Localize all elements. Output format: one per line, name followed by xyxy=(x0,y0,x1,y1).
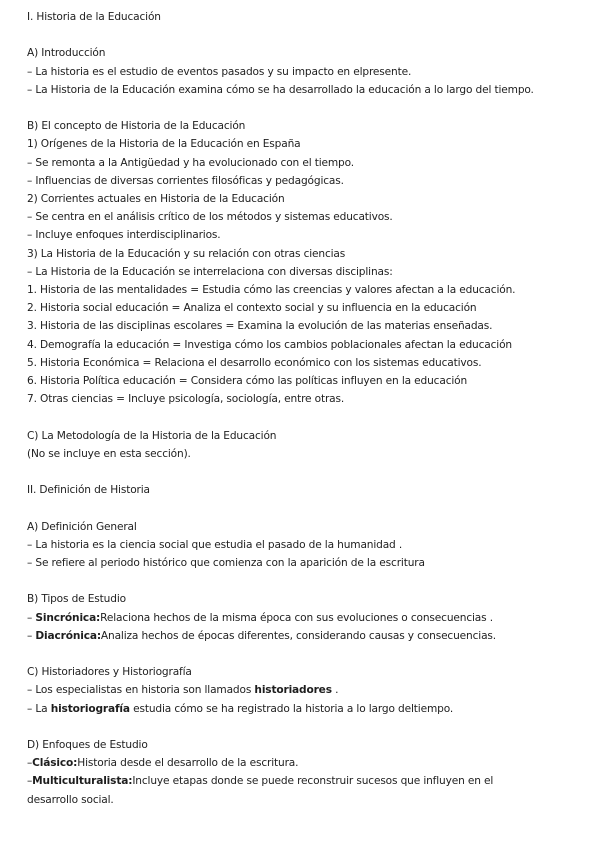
concept-line: 5. Historia Económica = Relaciona el desarrollo económico con los sistemas educativos. xyxy=(27,356,482,369)
historians-term: historiadores xyxy=(254,684,332,697)
concept-line: 4. Demografía la educación = Investiga cómo los cambios poblacionales afectan la educación xyxy=(27,338,512,351)
synchronic-line xyxy=(27,609,580,627)
bullet-dash: – xyxy=(27,757,33,770)
concept-heading: B) El concepto de Historia de la Educación xyxy=(27,120,246,133)
methodology-heading: C) La Metodología de la Historia de la Educación xyxy=(27,429,277,442)
approaches-heading: D) Enfoques de Estudio xyxy=(27,739,148,751)
historians-line-1 xyxy=(27,681,580,699)
historiography-term: historiografía xyxy=(50,702,130,715)
historians-l1-pre: – Los especialistas en historia son llamados xyxy=(27,684,255,697)
intro-heading: A) Introducción xyxy=(27,47,106,60)
intro-line-1: – La historia es el estudio de eventos pasados y su impacto en elpresente. xyxy=(27,65,412,78)
concept-line: 1) Orígenes de la Historia de la Educación en España xyxy=(27,138,301,151)
types-heading: B) Tipos de Estudio xyxy=(27,593,126,606)
synchronic-term: Sincrónica: xyxy=(35,611,101,624)
multicultural-line xyxy=(27,772,507,808)
historians-heading: C) Historiadores y Historiografía xyxy=(27,666,192,679)
bullet-dash: – xyxy=(27,611,36,624)
methodology-note: (No se incluye en esta sección). xyxy=(27,447,191,460)
classic-term: Clásico: xyxy=(32,757,78,770)
multicultural-term: Multiculturalista: xyxy=(32,775,133,788)
classic-text: Historia desde el desarrollo de la escritura. xyxy=(77,757,299,770)
general-heading: A) Definición General xyxy=(27,520,137,533)
diachronic-line xyxy=(27,627,580,645)
concept-line: 1. Historia de las mentalidades = Estudia cómo las creencias y valores afectan a la educación. xyxy=(27,284,516,297)
concept-line: – Se centra en el análisis crítico de los métodos y sistemas educativos. xyxy=(27,211,393,224)
concept-line: 7. Otras ciencias = Incluye psicología, sociología, entre otras. xyxy=(27,393,345,406)
historians-l2-post: estudia cómo se ha registrado la historia a lo largo deltiempo. xyxy=(129,702,454,715)
multicultural-text: Incluye etapas donde se puede reconstruir sucesos que influyen en el desarrollo social. xyxy=(27,775,494,806)
concept-line: 3. Historia de las disciplinas escolares = Examina la evolución de las materias enseñadas. xyxy=(27,320,493,333)
concept-line: – Incluye enfoques interdisciplinarios. xyxy=(27,229,221,242)
concept-line: 3) La Historia de la Educación y su relación con otras ciencias xyxy=(27,247,346,260)
concept-line: 2) Corrientes actuales en Historia de la Educación xyxy=(27,193,285,205)
concept-line: 6. Historia Política educación = Considera cómo las políticas influyen en la educación xyxy=(27,375,468,388)
diachronic-term: Diacrónica: xyxy=(35,629,101,642)
concept-line: – Influencias de diversas corrientes filosóficas y pedagógicas. xyxy=(27,174,344,187)
synchronic-text: Relaciona hechos de la misma época con sus evoluciones o consecuencias . xyxy=(100,611,493,624)
general-line-2: – Se refiere al periodo histórico que comienza con la aparición de la escritura xyxy=(27,557,425,570)
general-line-1: – La historia es la ciencia social que estudia el pasado de la humanidad . xyxy=(27,538,403,551)
historians-l1-post: . xyxy=(331,684,339,697)
historians-l2-pre: – La xyxy=(27,702,51,715)
concept-line: – La Historia de la Educación se interrelaciona con diversas disciplinas: xyxy=(27,265,393,278)
part2-title: II. Definición de Historia xyxy=(27,484,150,497)
diachronic-text: Analiza hechos de épocas diferentes, considerando causas y consecuencias. xyxy=(100,629,497,642)
historians-line-2 xyxy=(27,700,580,718)
intro-line-2: – La Historia de la Educación examina cómo se ha desarrollado la educación a lo largo del tiempo. xyxy=(27,83,534,96)
part1-title: I. Historia de la Educación xyxy=(27,11,161,23)
bullet-dash: – xyxy=(27,629,36,642)
bullet-dash: – xyxy=(27,775,33,788)
classic-line xyxy=(27,754,580,772)
concept-line: 2. Historia social educación = Analiza el contexto social y su influencia en la educación xyxy=(27,302,477,315)
concept-line: – Se remonta a la Antigüedad y ha evolucionado con el tiempo. xyxy=(27,156,354,169)
